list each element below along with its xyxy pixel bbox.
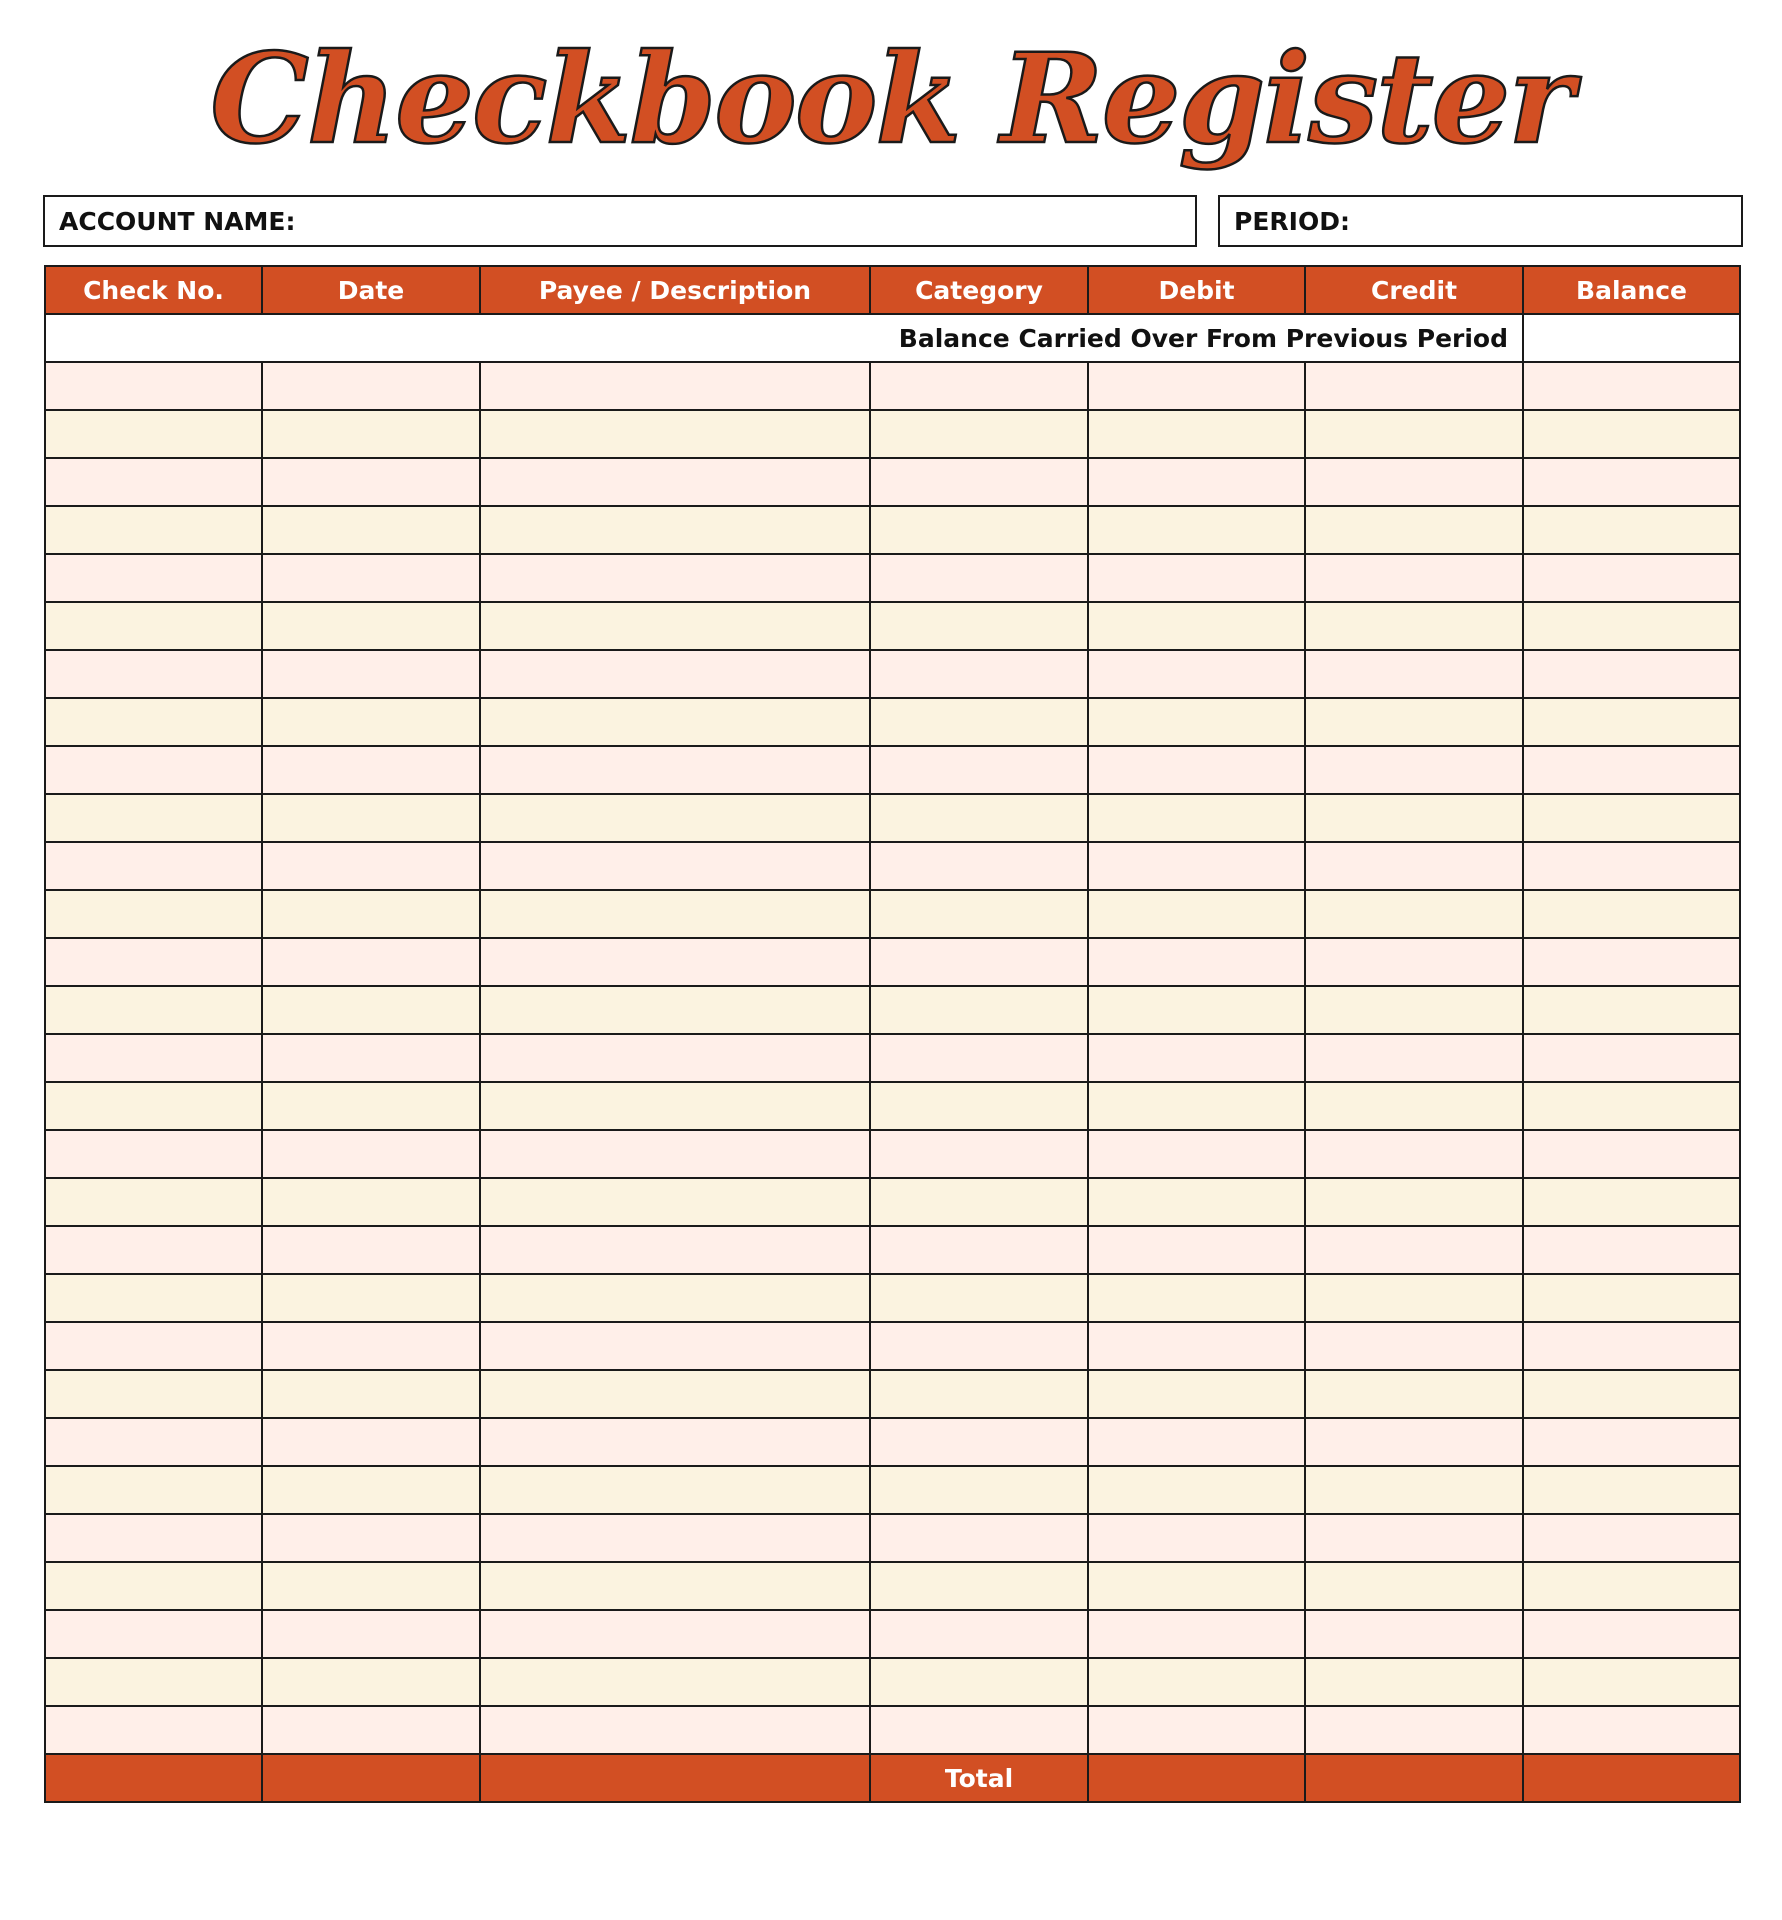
cell-date[interactable] <box>262 698 480 746</box>
cell-date[interactable] <box>262 1130 480 1178</box>
cell-date[interactable] <box>262 794 480 842</box>
cell-credit[interactable] <box>1305 554 1523 602</box>
header-check-no: Check No. <box>45 266 262 314</box>
cell-date[interactable] <box>262 986 480 1034</box>
period-label: PERIOD: <box>1234 206 1350 236</box>
cell-balance[interactable] <box>1523 1130 1740 1178</box>
cell-category[interactable] <box>870 1658 1088 1706</box>
header-category: Category <box>870 266 1088 314</box>
cell-debit[interactable] <box>1088 506 1305 554</box>
cell-check-no[interactable] <box>45 1274 262 1322</box>
cell-debit[interactable] <box>1088 1178 1305 1226</box>
cell-date[interactable] <box>262 1274 480 1322</box>
cell-payee-description[interactable] <box>480 698 870 746</box>
carry-over-balance-cell[interactable] <box>1523 314 1740 362</box>
cell-debit[interactable] <box>1088 794 1305 842</box>
cell-check-no[interactable] <box>45 506 262 554</box>
page-title: Checkbook Register <box>210 27 1572 172</box>
carry-over-label: Balance Carried Over From Previous Period <box>45 314 1523 362</box>
cell-check-no[interactable] <box>45 602 262 650</box>
cell-category[interactable] <box>870 1514 1088 1562</box>
cell-debit[interactable] <box>1088 1322 1305 1370</box>
table-row <box>45 362 1740 410</box>
cell-credit[interactable] <box>1305 650 1523 698</box>
cell-check-no[interactable] <box>45 1178 262 1226</box>
cell-payee-description[interactable] <box>480 1370 870 1418</box>
cell-date[interactable] <box>262 1658 480 1706</box>
table-row <box>45 938 1740 986</box>
table-row <box>45 1322 1740 1370</box>
cell-category[interactable] <box>870 1370 1088 1418</box>
cell-debit[interactable] <box>1088 1274 1305 1322</box>
header-balance: Balance <box>1523 266 1740 314</box>
cell-date[interactable] <box>262 1466 480 1514</box>
cell-check-no[interactable] <box>45 1226 262 1274</box>
cell-credit[interactable] <box>1305 1514 1523 1562</box>
cell-date[interactable] <box>262 842 480 890</box>
cell-credit[interactable] <box>1305 1418 1523 1466</box>
total-debit-cell[interactable] <box>1088 1754 1305 1802</box>
cell-check-no[interactable] <box>45 1130 262 1178</box>
cell-debit[interactable] <box>1088 698 1305 746</box>
cell-payee-description[interactable] <box>480 1418 870 1466</box>
cell-payee-description[interactable] <box>480 842 870 890</box>
cell-date[interactable] <box>262 1226 480 1274</box>
cell-balance[interactable] <box>1523 362 1740 410</box>
cell-credit[interactable] <box>1305 1274 1523 1322</box>
cell-category[interactable] <box>870 362 1088 410</box>
cell-payee-description[interactable] <box>480 1034 870 1082</box>
cell-check-no[interactable] <box>45 410 262 458</box>
account-name-input[interactable] <box>296 197 1196 245</box>
table-row <box>45 1130 1740 1178</box>
header-debit: Debit <box>1088 266 1305 314</box>
cell-check-no[interactable] <box>45 458 262 506</box>
cell-credit[interactable] <box>1305 842 1523 890</box>
cell-payee-description[interactable] <box>480 938 870 986</box>
table-row <box>45 1514 1740 1562</box>
cell-balance[interactable] <box>1523 1658 1740 1706</box>
cell-debit[interactable] <box>1088 458 1305 506</box>
table-row <box>45 698 1740 746</box>
cell-payee-description[interactable] <box>480 458 870 506</box>
cell-date[interactable] <box>262 1514 480 1562</box>
cell-category[interactable] <box>870 506 1088 554</box>
cell-credit[interactable] <box>1305 506 1523 554</box>
cell-credit[interactable] <box>1305 1226 1523 1274</box>
cell-debit[interactable] <box>1088 602 1305 650</box>
table-row <box>45 1274 1740 1322</box>
table-row <box>45 506 1740 554</box>
cell-check-no[interactable] <box>45 938 262 986</box>
cell-check-no[interactable] <box>45 1418 262 1466</box>
cell-category[interactable] <box>870 1418 1088 1466</box>
cell-check-no[interactable] <box>45 986 262 1034</box>
cell-balance[interactable] <box>1523 650 1740 698</box>
cell-date[interactable] <box>262 1562 480 1610</box>
cell-payee-description[interactable] <box>480 986 870 1034</box>
cell-date[interactable] <box>262 1610 480 1658</box>
cell-payee-description[interactable] <box>480 1130 870 1178</box>
cell-date[interactable] <box>262 938 480 986</box>
cell-check-no[interactable] <box>45 1658 262 1706</box>
total-cell-payee <box>480 1754 870 1802</box>
cell-balance[interactable] <box>1523 1706 1740 1754</box>
cell-credit[interactable] <box>1305 410 1523 458</box>
table-row <box>45 554 1740 602</box>
cell-category[interactable] <box>870 458 1088 506</box>
cell-credit[interactable] <box>1305 1034 1523 1082</box>
table-row <box>45 1706 1740 1754</box>
cell-balance[interactable] <box>1523 1610 1740 1658</box>
cell-balance[interactable] <box>1523 938 1740 986</box>
cell-category[interactable] <box>870 554 1088 602</box>
cell-check-no[interactable] <box>45 1610 262 1658</box>
cell-category[interactable] <box>870 1082 1088 1130</box>
cell-date[interactable] <box>262 554 480 602</box>
cell-category[interactable] <box>870 650 1088 698</box>
cell-debit[interactable] <box>1088 890 1305 938</box>
cell-check-no[interactable] <box>45 1370 262 1418</box>
cell-check-no[interactable] <box>45 1082 262 1130</box>
table-row <box>45 890 1740 938</box>
header-date: Date <box>262 266 480 314</box>
cell-category[interactable] <box>870 602 1088 650</box>
table-row <box>45 842 1740 890</box>
header-payee-description: Payee / Description <box>480 266 870 314</box>
cell-category[interactable] <box>870 986 1088 1034</box>
cell-category[interactable] <box>870 698 1088 746</box>
cell-credit[interactable] <box>1305 1178 1523 1226</box>
cell-category[interactable] <box>870 938 1088 986</box>
cell-credit[interactable] <box>1305 1466 1523 1514</box>
cell-category[interactable] <box>870 842 1088 890</box>
cell-balance[interactable] <box>1523 1322 1740 1370</box>
cell-payee-description[interactable] <box>480 554 870 602</box>
cell-balance[interactable] <box>1523 986 1740 1034</box>
table-row <box>45 1370 1740 1418</box>
cell-check-no[interactable] <box>45 1514 262 1562</box>
account-name-field[interactable] <box>43 195 1197 247</box>
cell-debit[interactable] <box>1088 842 1305 890</box>
cell-balance[interactable] <box>1523 842 1740 890</box>
table-row <box>45 1562 1740 1610</box>
cell-payee-description[interactable] <box>480 1610 870 1658</box>
cell-balance[interactable] <box>1523 410 1740 458</box>
cell-debit[interactable] <box>1088 1466 1305 1514</box>
period-input[interactable] <box>1350 197 1741 245</box>
total-row <box>45 1754 1740 1802</box>
table-row <box>45 1178 1740 1226</box>
cell-payee-description[interactable] <box>480 746 870 794</box>
cell-balance[interactable] <box>1523 506 1740 554</box>
cell-balance[interactable] <box>1523 698 1740 746</box>
cell-category[interactable] <box>870 746 1088 794</box>
table-row <box>45 986 1740 1034</box>
cell-payee-description[interactable] <box>480 1322 870 1370</box>
cell-category[interactable] <box>870 1034 1088 1082</box>
cell-debit[interactable] <box>1088 938 1305 986</box>
cell-debit[interactable] <box>1088 1130 1305 1178</box>
cell-debit[interactable] <box>1088 986 1305 1034</box>
cell-category[interactable] <box>870 1178 1088 1226</box>
cell-balance[interactable] <box>1523 1034 1740 1082</box>
cell-category[interactable] <box>870 1706 1088 1754</box>
cell-payee-description[interactable] <box>480 1514 870 1562</box>
cell-date[interactable] <box>262 458 480 506</box>
cell-credit[interactable] <box>1305 1130 1523 1178</box>
cell-balance[interactable] <box>1523 890 1740 938</box>
cell-debit[interactable] <box>1088 1658 1305 1706</box>
table-row <box>45 1418 1740 1466</box>
cell-credit[interactable] <box>1305 1562 1523 1610</box>
cell-category[interactable] <box>870 1610 1088 1658</box>
cell-debit[interactable] <box>1088 554 1305 602</box>
cell-date[interactable] <box>262 746 480 794</box>
cell-credit[interactable] <box>1305 458 1523 506</box>
cell-credit[interactable] <box>1305 1706 1523 1754</box>
cell-check-no[interactable] <box>45 554 262 602</box>
cell-debit[interactable] <box>1088 650 1305 698</box>
cell-payee-description[interactable] <box>480 1562 870 1610</box>
cell-credit[interactable] <box>1305 890 1523 938</box>
cell-date[interactable] <box>262 506 480 554</box>
cell-date[interactable] <box>262 362 480 410</box>
cell-date[interactable] <box>262 1370 480 1418</box>
table-row <box>45 1466 1740 1514</box>
cell-balance[interactable] <box>1523 1418 1740 1466</box>
total-cell-check-no <box>45 1754 262 1802</box>
cell-balance[interactable] <box>1523 1514 1740 1562</box>
header-credit: Credit <box>1305 266 1523 314</box>
cell-payee-description[interactable] <box>480 1082 870 1130</box>
cell-balance[interactable] <box>1523 1274 1740 1322</box>
cell-debit[interactable] <box>1088 1514 1305 1562</box>
cell-category[interactable] <box>870 1466 1088 1514</box>
cell-date[interactable] <box>262 1322 480 1370</box>
cell-debit[interactable] <box>1088 1370 1305 1418</box>
cell-balance[interactable] <box>1523 1178 1740 1226</box>
cell-debit[interactable] <box>1088 1418 1305 1466</box>
cell-payee-description[interactable] <box>480 1178 870 1226</box>
cell-debit[interactable] <box>1088 1610 1305 1658</box>
cell-category[interactable] <box>870 1130 1088 1178</box>
cell-check-no[interactable] <box>45 1466 262 1514</box>
total-balance-cell[interactable] <box>1523 1754 1740 1802</box>
cell-debit[interactable] <box>1088 362 1305 410</box>
table-row <box>45 602 1740 650</box>
cell-credit[interactable] <box>1305 746 1523 794</box>
cell-category[interactable] <box>870 1226 1088 1274</box>
table-row <box>45 410 1740 458</box>
cell-category[interactable] <box>870 794 1088 842</box>
cell-check-no[interactable] <box>45 1034 262 1082</box>
cell-credit[interactable] <box>1305 1610 1523 1658</box>
table-row <box>45 650 1740 698</box>
cell-payee-description[interactable] <box>480 1274 870 1322</box>
table-row <box>45 458 1740 506</box>
total-label: Total <box>870 1754 1088 1802</box>
cell-payee-description[interactable] <box>480 410 870 458</box>
cell-payee-description[interactable] <box>480 650 870 698</box>
cell-credit[interactable] <box>1305 698 1523 746</box>
cell-balance[interactable] <box>1523 794 1740 842</box>
table-row <box>45 1610 1740 1658</box>
cell-credit[interactable] <box>1305 1322 1523 1370</box>
cell-date[interactable] <box>262 1418 480 1466</box>
table-row <box>45 1658 1740 1706</box>
cell-date[interactable] <box>262 650 480 698</box>
cell-check-no[interactable] <box>45 746 262 794</box>
cell-payee-description[interactable] <box>480 1466 870 1514</box>
cell-date[interactable] <box>262 410 480 458</box>
cell-credit[interactable] <box>1305 938 1523 986</box>
cell-check-no[interactable] <box>45 1706 262 1754</box>
cell-debit[interactable] <box>1088 1226 1305 1274</box>
cell-credit[interactable] <box>1305 1658 1523 1706</box>
cell-check-no[interactable] <box>45 794 262 842</box>
carry-over-row <box>45 314 1740 362</box>
cell-balance[interactable] <box>1523 746 1740 794</box>
cell-payee-description[interactable] <box>480 1226 870 1274</box>
cell-payee-description[interactable] <box>480 1706 870 1754</box>
cell-debit[interactable] <box>1088 1706 1305 1754</box>
cell-category[interactable] <box>870 1322 1088 1370</box>
account-name-label: ACCOUNT NAME: <box>59 206 296 236</box>
cell-payee-description[interactable] <box>480 1658 870 1706</box>
cell-credit[interactable] <box>1305 986 1523 1034</box>
cell-credit[interactable] <box>1305 794 1523 842</box>
cell-category[interactable] <box>870 1274 1088 1322</box>
cell-balance[interactable] <box>1523 1226 1740 1274</box>
cell-balance[interactable] <box>1523 1466 1740 1514</box>
cell-check-no[interactable] <box>45 1562 262 1610</box>
cell-category[interactable] <box>870 890 1088 938</box>
cell-balance[interactable] <box>1523 458 1740 506</box>
cell-debit[interactable] <box>1088 1082 1305 1130</box>
cell-debit[interactable] <box>1088 746 1305 794</box>
cell-check-no[interactable] <box>45 890 262 938</box>
cell-balance[interactable] <box>1523 1562 1740 1610</box>
cell-category[interactable] <box>870 410 1088 458</box>
cell-balance[interactable] <box>1523 554 1740 602</box>
total-cell-date <box>262 1754 480 1802</box>
cell-payee-description[interactable] <box>480 362 870 410</box>
register-table <box>44 265 1741 1803</box>
cell-credit[interactable] <box>1305 1370 1523 1418</box>
cell-date[interactable] <box>262 1178 480 1226</box>
cell-check-no[interactable] <box>45 650 262 698</box>
cell-credit[interactable] <box>1305 1082 1523 1130</box>
cell-credit[interactable] <box>1305 362 1523 410</box>
cell-date[interactable] <box>262 1034 480 1082</box>
cell-date[interactable] <box>262 1706 480 1754</box>
table-row <box>45 1034 1740 1082</box>
cell-date[interactable] <box>262 1082 480 1130</box>
cell-payee-description[interactable] <box>480 794 870 842</box>
cell-payee-description[interactable] <box>480 602 870 650</box>
cell-check-no[interactable] <box>45 362 262 410</box>
cell-debit[interactable] <box>1088 1562 1305 1610</box>
cell-category[interactable] <box>870 1562 1088 1610</box>
cell-check-no[interactable] <box>45 698 262 746</box>
header-row <box>45 266 1740 314</box>
cell-date[interactable] <box>262 602 480 650</box>
table-row <box>45 1226 1740 1274</box>
total-credit-cell[interactable] <box>1305 1754 1523 1802</box>
cell-balance[interactable] <box>1523 1370 1740 1418</box>
cell-balance[interactable] <box>1523 602 1740 650</box>
cell-payee-description[interactable] <box>480 506 870 554</box>
table-row <box>45 1082 1740 1130</box>
table-row <box>45 746 1740 794</box>
cell-date[interactable] <box>262 890 480 938</box>
cell-balance[interactable] <box>1523 1082 1740 1130</box>
cell-debit[interactable] <box>1088 410 1305 458</box>
cell-check-no[interactable] <box>45 1322 262 1370</box>
period-field[interactable] <box>1218 195 1743 247</box>
cell-debit[interactable] <box>1088 1034 1305 1082</box>
cell-payee-description[interactable] <box>480 890 870 938</box>
table-row <box>45 794 1740 842</box>
cell-credit[interactable] <box>1305 602 1523 650</box>
cell-check-no[interactable] <box>45 842 262 890</box>
